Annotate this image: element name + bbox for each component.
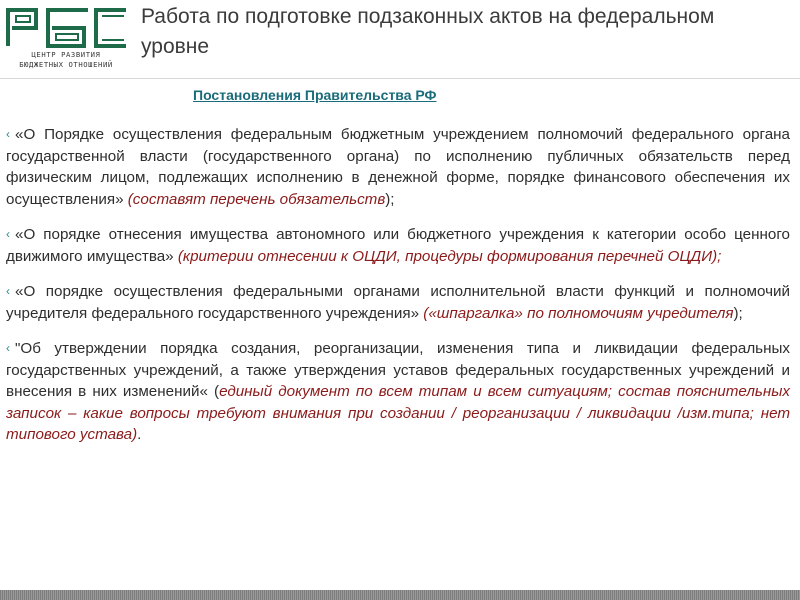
section-title: Постановления Правительства РФ bbox=[193, 87, 437, 103]
item-text: «О порядке осуществления федеральными органами исполнительной власти функций и полномочий учредителя федерального государственного учреждения» bbox=[6, 283, 790, 322]
item-note: («шпаргалка» по полномочиям учредителя bbox=[423, 304, 734, 322]
regulation-list bbox=[6, 124, 790, 460]
item-note: (критерии отнесении к ОЦДИ, процедуры формирования перечней ОЦДИ); bbox=[177, 247, 722, 265]
list-item bbox=[6, 224, 790, 267]
page-title: Работа по подготовке подзаконных актов на федеральном уровне bbox=[141, 5, 715, 58]
logo-caption-line2: БЮДЖЕТНЫХ ОТНОШЕНИЙ bbox=[19, 60, 113, 69]
list-item bbox=[6, 338, 790, 446]
organization-logo bbox=[2, 4, 130, 70]
bullet-icon: ‹ bbox=[6, 341, 10, 355]
bullet-icon: ‹ bbox=[6, 284, 10, 298]
bullet-icon: ‹ bbox=[6, 127, 10, 141]
list-item bbox=[6, 281, 790, 324]
item-text: «О Порядке осуществления федеральным бюджетным учреждением полномочий федерального органа государственной власти (государственного органа) по исполнению публичных обязательств перед физическим лицом, подлежащих исполнению в денежной форме, порядке финансового обеспечения их осуществления» bbox=[6, 126, 790, 208]
item-text: «О порядке отнесения имущества автономного или бюджетного учреждения к категории особо ценного движимого имущества» bbox=[6, 226, 790, 265]
logo-mark-icon bbox=[2, 4, 130, 50]
item-tail: ); bbox=[385, 190, 395, 208]
item-text: "Об утверждении порядка создания, реорганизации, изменения типа и ликвидации федеральных государственных учреждений, а также утверждения уставов федеральных государственных учреждений и внесения в них изменений« ( bbox=[6, 340, 790, 400]
list-item bbox=[6, 124, 790, 210]
bullet-icon: ‹ bbox=[6, 227, 10, 241]
item-note: единый документ по всем типам и всем ситуациям; состав пояснительных записок – какие вопросы требуют внимания при создании / реорганизации / ликвидации /изм.типа; нет типового устава) bbox=[6, 383, 790, 443]
item-tail: ); bbox=[733, 304, 743, 322]
item-note: (составят перечень обязательств bbox=[127, 190, 386, 208]
item-tail: . bbox=[137, 426, 142, 443]
slide-header bbox=[0, 0, 800, 79]
logo-caption-line1: ЦЕНТР РАЗВИТИЯ bbox=[31, 50, 101, 59]
footer-bar bbox=[0, 590, 800, 600]
